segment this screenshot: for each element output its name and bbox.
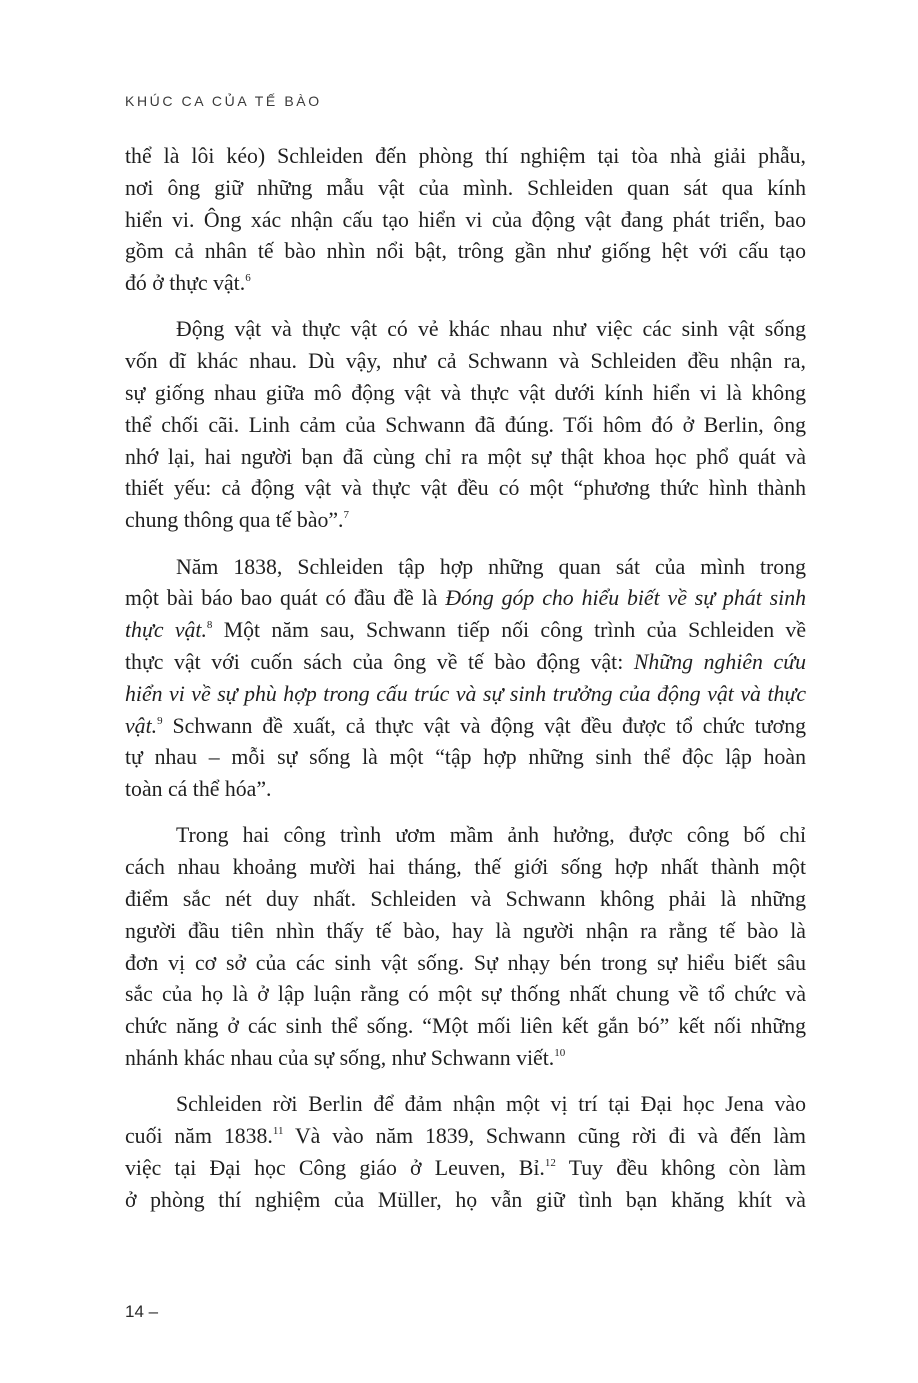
text-line: thiết yếu: cả động vật và thực vật đều có một “phương thức hình thành xyxy=(125,476,806,501)
text-line xyxy=(125,1153,806,1185)
text-line xyxy=(125,1121,806,1153)
text-line: nơi ông giữ những mẫu vật của mình. Schleiden quan sát qua kính xyxy=(125,175,806,200)
paragraph-4 xyxy=(125,820,806,1074)
book-title: thực vật. xyxy=(125,618,207,643)
paragraph-3 xyxy=(125,552,806,806)
text-line: thể là lôi kéo) Schleiden đến phòng thí nghiệm tại tòa nhà giải phẫu, xyxy=(125,144,806,168)
book-title: vật. xyxy=(125,713,158,738)
footnote-ref: 7 xyxy=(343,509,350,522)
text-line: Năm 1838, Schleiden tập hợp những quan sát của mình trong xyxy=(176,554,806,579)
text-line: đơn vị cơ sở của các sinh vật sống. Sự nhạy bén trong sự hiểu biết sâu xyxy=(125,950,806,975)
text-run: cuối năm 1838. xyxy=(125,1124,273,1149)
text-line: điểm sắc nét duy nhất. Schleiden và Schwann không phải là những xyxy=(125,887,806,912)
text-line: sắc của họ là ở lập luận rằng có một sự thống nhất chung về tổ chức và xyxy=(125,982,806,1007)
text-line xyxy=(125,615,806,647)
text-line xyxy=(125,711,806,743)
text-run: Một năm sau, Schwann tiếp nối công trình của Schleiden về xyxy=(212,618,806,643)
text-line: thể chối cãi. Linh cảm của Schwann đã đúng. Tối hôm đó ở Berlin, ông xyxy=(125,412,806,437)
text-line: gồm cả nhân tế bào nhìn nổi bật, trông gần như giống hệt với cấu tạo xyxy=(125,239,806,264)
text-line xyxy=(125,679,806,711)
footnote-ref: 9 xyxy=(157,714,163,727)
text-line: chức năng ở các sinh thể sống. “Một mối liên kết gắn bó” kết nối những xyxy=(125,1014,806,1039)
text-line: sự giống nhau giữa mô động vật và thực vật dưới kính hiển vi là không xyxy=(125,381,806,406)
text-line: nhớ lại, hai người bạn đã cùng chỉ ra một sự thật khoa học phổ quát và xyxy=(125,444,806,469)
text-run: Schwann đề xuất, cả thực vật và động vật đều được tổ chức tương xyxy=(162,713,806,738)
text-line: tự nhau – mỗi sự sống là một “tập hợp những sinh thể độc lập hoàn xyxy=(125,745,806,770)
footnote-ref: 10 xyxy=(554,1047,566,1060)
text-line xyxy=(125,583,806,615)
text-line: Trong hai công trình ươm mầm ảnh hưởng, được công bố chỉ xyxy=(176,823,806,848)
text-run: thực vật với cuốn sách của ông về tế bào động vật: xyxy=(125,649,634,674)
running-header: KHÚC CA CỦA TẾ BÀO xyxy=(125,93,322,109)
text-line xyxy=(125,268,806,300)
paragraph-2 xyxy=(125,314,806,537)
text-run: một bài báo bao quát có đầu đề là xyxy=(125,586,446,611)
text-run: Và vào năm 1839, Schwann cũng rời đi và đến làm xyxy=(283,1124,806,1149)
book-title: Đóng góp cho hiểu biết về sự phát sinh xyxy=(445,586,806,611)
text-line xyxy=(125,505,806,537)
text-line xyxy=(125,647,806,679)
footnote-ref: 8 xyxy=(206,619,213,632)
page-number: 14 – xyxy=(125,1302,159,1321)
text-run: nhánh khác nhau của sự sống, như Schwann viết. xyxy=(125,1046,555,1071)
text-line: Động vật và thực vật có vẻ khác nhau như việc các sinh vật sống xyxy=(176,317,806,342)
text-run: đó ở thực vật. xyxy=(125,271,246,296)
text-line xyxy=(125,1043,806,1075)
text-line: ở phòng thí nghiệm của Müller, họ vẫn giữ tình bạn khăng khít và xyxy=(125,1187,806,1212)
text-line: cách nhau khoảng mười hai tháng, thế giới sống hợp nhất thành một xyxy=(125,855,806,880)
text-run: việc tại Đại học Công giáo ở Leuven, Bỉ. xyxy=(125,1155,545,1180)
footnote-ref: 11 xyxy=(272,1125,284,1138)
book-title: hiển vi về sự phù hợp trong cấu trúc và sự sinh trưởng của động vật và thực xyxy=(125,681,806,706)
text-line: người đầu tiên nhìn thấy tế bào, hay là người nhận ra rằng tế bào là xyxy=(125,918,806,943)
body-text xyxy=(125,141,806,1231)
text-line: vốn dĩ khác nhau. Dù vậy, như cả Schwann và Schleiden đều nhận ra, xyxy=(125,349,806,374)
text-line: toàn cá thể hóa”. xyxy=(125,777,272,802)
text-run: chung thông qua tế bào”. xyxy=(125,508,344,533)
text-line: hiển vi. Ông xác nhận cấu tạo hiển vi của động vật đang phát triển, bao xyxy=(125,207,806,232)
text-line: Schleiden rời Berlin để đảm nhận một vị trí tại Đại học Jena vào xyxy=(176,1092,806,1117)
text-run: Tuy đều không còn làm xyxy=(555,1155,807,1180)
paragraph-1 xyxy=(125,141,806,300)
footnote-ref: 12 xyxy=(544,1156,556,1169)
footnote-ref: 6 xyxy=(245,272,251,285)
book-title: Những nghiên cứu xyxy=(633,649,806,674)
paragraph-5 xyxy=(125,1089,806,1216)
